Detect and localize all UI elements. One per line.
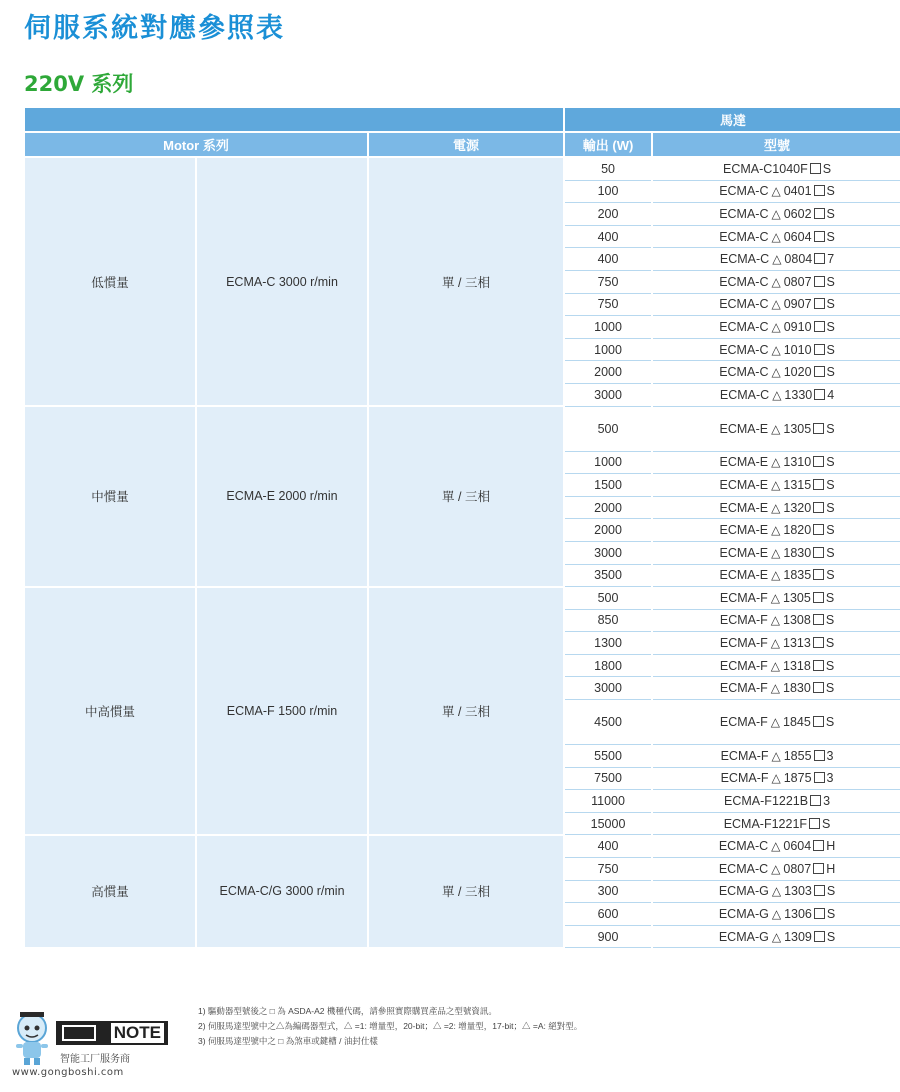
triangle-icon: △ — [771, 319, 781, 334]
model-cell — [652, 383, 900, 406]
square-icon — [814, 366, 825, 377]
model-cell — [652, 248, 900, 271]
model-suffix: 4 — [827, 387, 835, 402]
output-cell: 50 — [564, 157, 652, 180]
model-prefix: ECMA-G — [718, 929, 769, 944]
model-prefix: ECMA-G — [718, 884, 769, 899]
model-prefix: ECMA-F — [719, 590, 768, 605]
output-cell: 1800 — [564, 654, 652, 677]
model-cell — [652, 180, 900, 203]
model-code: 1830 — [783, 681, 811, 696]
table-row — [24, 835, 900, 858]
output-cell: 15000 — [564, 812, 652, 835]
model-code: 1310 — [783, 455, 812, 470]
triangle-icon: △ — [770, 636, 781, 651]
model-code: 1820 — [783, 523, 812, 538]
model-suffix: S — [822, 161, 832, 176]
output-cell: 500 — [564, 406, 652, 451]
model-suffix: S — [826, 274, 835, 289]
model-suffix: 3 — [823, 794, 831, 809]
model-suffix: S — [826, 884, 836, 899]
model-cell — [652, 564, 900, 587]
model-prefix: ECMA-E — [719, 568, 769, 583]
model-suffix: S — [826, 365, 835, 380]
model-code: 1845 — [783, 715, 811, 730]
model-prefix: ECMA-C — [718, 861, 769, 876]
triangle-icon: △ — [771, 342, 781, 357]
model-suffix: 3 — [826, 771, 834, 786]
model-code: 1835 — [783, 568, 812, 583]
triangle-icon: △ — [771, 365, 781, 380]
model-prefix: ECMA-E — [719, 523, 769, 538]
model-code: 0602 — [783, 206, 812, 221]
triangle-icon: △ — [771, 477, 781, 492]
square-icon — [810, 795, 821, 806]
model-suffix: S — [822, 816, 831, 831]
inertia-cell: 低慣量 — [24, 157, 196, 406]
output-cell: 3000 — [564, 677, 652, 700]
square-icon — [814, 208, 825, 219]
output-cell: 750 — [564, 270, 652, 293]
model-suffix: S — [826, 455, 835, 470]
square-icon — [814, 908, 825, 919]
square-icon — [814, 298, 825, 309]
model-code: 1315 — [783, 477, 812, 492]
output-cell: 100 — [564, 180, 652, 203]
model-prefix: ECMA-C — [719, 319, 769, 334]
table-row — [24, 406, 900, 451]
square-icon — [813, 524, 824, 535]
output-cell: 600 — [564, 903, 652, 926]
model-cell — [652, 225, 900, 248]
output-cell: 3000 — [564, 541, 652, 564]
model-prefix: ECMA-F1221F — [723, 816, 808, 831]
model-suffix: S — [826, 929, 836, 944]
triangle-icon: △ — [770, 658, 781, 673]
square-icon — [814, 231, 825, 242]
model-suffix: H — [826, 839, 836, 854]
output-cell: 5500 — [564, 745, 652, 768]
table-row — [24, 587, 900, 610]
model-cell — [652, 903, 900, 926]
triangle-icon: △ — [770, 590, 781, 605]
model-code: 1875 — [783, 771, 812, 786]
power-cell: 單 / 三相 — [368, 406, 564, 587]
model-suffix: H — [826, 861, 836, 876]
output-cell: 900 — [564, 925, 652, 948]
model-suffix: S — [826, 477, 835, 492]
square-icon — [813, 502, 824, 513]
watermark-text: 智能工厂服务商 — [60, 1054, 130, 1065]
square-icon — [813, 716, 824, 727]
triangle-icon: △ — [771, 523, 781, 538]
triangle-icon: △ — [771, 455, 781, 470]
model-code: 1306 — [784, 907, 812, 922]
model-prefix: ECMA-E — [719, 545, 769, 560]
output-cell: 200 — [564, 203, 652, 226]
square-icon — [813, 479, 824, 490]
square-icon — [813, 592, 824, 603]
square-icon — [814, 185, 825, 196]
series-cell: ECMA-F 1500 r/min — [196, 587, 368, 835]
model-prefix: ECMA-C — [719, 229, 769, 244]
note-icon — [62, 1025, 96, 1041]
note-badge — [56, 1021, 168, 1045]
square-icon — [810, 163, 821, 174]
square-icon — [813, 840, 824, 851]
model-code: 1830 — [783, 545, 812, 560]
square-icon — [813, 637, 824, 648]
header-output: 輸出 (W) — [564, 132, 652, 157]
header-model: 型號 — [652, 132, 900, 157]
model-cell — [652, 293, 900, 316]
model-suffix: S — [825, 681, 835, 696]
triangle-icon: △ — [771, 500, 781, 515]
model-cell — [652, 880, 900, 903]
header-power: 電源 — [368, 132, 564, 157]
model-cell — [652, 925, 900, 948]
model-cell — [652, 270, 900, 293]
inertia-cell: 中慣量 — [24, 406, 196, 587]
square-icon — [814, 344, 825, 355]
table-row — [24, 157, 900, 180]
model-cell — [652, 790, 900, 813]
output-cell: 11000 — [564, 790, 652, 813]
model-cell — [652, 677, 900, 700]
triangle-icon: △ — [771, 748, 781, 763]
model-code: 1020 — [783, 365, 812, 380]
model-code: 1309 — [784, 929, 812, 944]
model-prefix: ECMA-F — [719, 613, 768, 628]
square-icon — [809, 818, 820, 829]
triangle-icon: △ — [771, 297, 781, 312]
model-suffix: S — [826, 907, 836, 922]
servo-reference-table — [23, 106, 900, 949]
model-prefix: ECMA-E — [719, 455, 769, 470]
model-code: 1318 — [783, 658, 811, 673]
model-prefix: ECMA-C — [718, 839, 769, 854]
square-icon — [814, 276, 825, 287]
square-icon — [813, 614, 824, 625]
model-suffix: S — [825, 613, 835, 628]
model-prefix: ECMA-E — [719, 500, 769, 515]
triangle-icon: △ — [772, 387, 782, 402]
model-code: 1303 — [784, 884, 812, 899]
series-cell: ECMA-C/G 3000 r/min — [196, 835, 368, 948]
model-prefix: ECMA-F — [719, 715, 768, 730]
output-cell: 4500 — [564, 700, 652, 745]
model-code: 1855 — [783, 748, 812, 763]
model-code: 0604 — [783, 229, 812, 244]
square-icon — [814, 750, 825, 761]
model-suffix: S — [826, 206, 835, 221]
model-code: 0807 — [783, 861, 812, 876]
model-cell — [652, 745, 900, 768]
model-prefix: ECMA-C — [719, 206, 769, 221]
model-prefix: ECMA-C — [719, 297, 769, 312]
model-suffix: S — [825, 658, 835, 673]
power-cell: 單 / 三相 — [368, 157, 564, 406]
model-code: 1330 — [784, 387, 813, 402]
note-3: 3) 伺服馬達型號中之 □ 為煞車或鍵槽 / 油封仕樣 — [198, 1036, 378, 1046]
model-code: 1010 — [783, 342, 812, 357]
triangle-icon: △ — [770, 681, 781, 696]
output-cell: 7500 — [564, 767, 652, 790]
triangle-icon: △ — [771, 884, 782, 899]
model-suffix: S — [826, 421, 835, 436]
output-cell: 850 — [564, 609, 652, 632]
triangle-icon: △ — [771, 929, 782, 944]
model-cell — [652, 835, 900, 858]
output-cell: 1300 — [564, 632, 652, 655]
model-suffix: S — [826, 545, 835, 560]
model-suffix: S — [826, 523, 835, 538]
square-icon — [814, 931, 825, 942]
model-code: 1308 — [783, 613, 811, 628]
triangle-icon: △ — [771, 545, 781, 560]
model-cell — [652, 496, 900, 519]
square-icon — [813, 423, 824, 434]
model-suffix: S — [825, 715, 835, 730]
square-icon — [814, 253, 825, 264]
triangle-icon: △ — [771, 206, 781, 221]
triangle-icon: △ — [770, 715, 781, 730]
triangle-icon: △ — [771, 839, 781, 854]
model-code: 0910 — [783, 319, 812, 334]
model-cell — [652, 858, 900, 881]
series-title: 220V 系列 — [24, 72, 134, 96]
model-suffix: S — [826, 229, 835, 244]
triangle-icon: △ — [772, 252, 782, 267]
model-cell — [652, 587, 900, 610]
triangle-icon: △ — [771, 568, 781, 583]
model-prefix: ECMA-E — [719, 421, 769, 436]
header-motor: 馬達 — [564, 107, 900, 132]
output-cell: 300 — [564, 880, 652, 903]
output-cell: 2000 — [564, 361, 652, 384]
output-cell: 3500 — [564, 564, 652, 587]
model-prefix: ECMA-C — [719, 365, 769, 380]
square-icon — [814, 389, 825, 400]
output-cell: 2000 — [564, 519, 652, 542]
model-cell — [652, 203, 900, 226]
model-cell — [652, 541, 900, 564]
header-series: Motor 系列 — [24, 132, 368, 157]
output-cell: 500 — [564, 587, 652, 610]
watermark-url: www.gongboshi.com — [12, 1067, 124, 1078]
square-icon — [813, 547, 824, 558]
model-suffix: S — [826, 568, 835, 583]
triangle-icon: △ — [771, 229, 781, 244]
square-icon — [814, 321, 825, 332]
model-prefix: ECMA-F — [720, 771, 769, 786]
model-cell — [652, 316, 900, 339]
model-cell — [652, 361, 900, 384]
model-code: 0401 — [783, 184, 812, 199]
header-blank — [24, 107, 564, 132]
square-icon — [814, 772, 825, 783]
model-cell — [652, 338, 900, 361]
model-suffix: S — [826, 500, 835, 515]
model-cell — [652, 700, 900, 745]
triangle-icon: △ — [771, 771, 781, 786]
model-prefix: ECMA-C1040F — [722, 161, 808, 176]
square-icon — [814, 885, 825, 896]
triangle-icon: △ — [771, 907, 782, 922]
square-icon — [813, 569, 824, 580]
square-icon — [813, 456, 824, 467]
power-cell: 單 / 三相 — [368, 587, 564, 835]
series-cell: ECMA-C 3000 r/min — [196, 157, 368, 406]
page-title: 伺服系統對應參照表 — [24, 13, 285, 44]
power-cell: 單 / 三相 — [368, 835, 564, 948]
output-cell: 400 — [564, 225, 652, 248]
model-cell — [652, 609, 900, 632]
model-code: 1305 — [783, 590, 811, 605]
model-code: 1313 — [783, 636, 811, 651]
model-prefix: ECMA-G — [718, 907, 769, 922]
triangle-icon: △ — [771, 184, 781, 199]
model-cell — [652, 632, 900, 655]
output-cell: 1000 — [564, 451, 652, 474]
model-cell — [652, 451, 900, 474]
output-cell: 400 — [564, 835, 652, 858]
model-prefix: ECMA-C — [719, 342, 769, 357]
model-code: 1320 — [783, 500, 812, 515]
model-prefix: ECMA-F1221B — [724, 794, 809, 809]
model-cell — [652, 812, 900, 835]
model-suffix: S — [826, 184, 835, 199]
model-prefix: ECMA-C — [719, 252, 770, 267]
model-cell — [652, 767, 900, 790]
triangle-icon: △ — [771, 861, 781, 876]
notes — [198, 1004, 582, 1049]
output-cell: 400 — [564, 248, 652, 271]
model-prefix: ECMA-F — [719, 681, 768, 696]
model-suffix: S — [826, 342, 835, 357]
model-cell — [652, 474, 900, 497]
output-cell: 1000 — [564, 316, 652, 339]
model-suffix: S — [825, 590, 835, 605]
output-cell: 1000 — [564, 338, 652, 361]
model-prefix: ECMA-E — [719, 477, 769, 492]
output-cell: 750 — [564, 293, 652, 316]
table-body — [24, 157, 900, 948]
output-cell: 1500 — [564, 474, 652, 497]
model-code: 0604 — [783, 839, 812, 854]
note-2: 2) 伺服馬達型號中之△為編碼器型式，△ =1: 增量型，20-bit；△ =2: 增量型，17-bit；△ =A: 絕對型。 — [198, 1021, 583, 1031]
inertia-cell: 中高慣量 — [24, 587, 196, 835]
triangle-icon: △ — [770, 613, 781, 628]
model-code: 0907 — [783, 297, 812, 312]
inertia-cell: 高慣量 — [24, 835, 196, 948]
output-cell: 2000 — [564, 496, 652, 519]
series-cell: ECMA-E 2000 r/min — [196, 406, 368, 587]
model-suffix: S — [825, 636, 835, 651]
model-prefix: ECMA-C — [719, 387, 770, 402]
model-cell — [652, 654, 900, 677]
model-code: 1305 — [783, 421, 812, 436]
model-prefix: ECMA-C — [719, 184, 769, 199]
output-cell: 3000 — [564, 383, 652, 406]
model-suffix: 7 — [827, 252, 835, 267]
triangle-icon: △ — [771, 274, 781, 289]
model-code: 0807 — [783, 274, 812, 289]
model-cell — [652, 519, 900, 542]
model-suffix: S — [826, 319, 835, 334]
model-suffix: S — [826, 297, 835, 312]
model-prefix: ECMA-F — [719, 658, 768, 673]
square-icon — [813, 863, 824, 874]
mascot-logo — [10, 1010, 54, 1066]
model-prefix: ECMA-F — [720, 748, 769, 763]
model-code: 0804 — [784, 252, 813, 267]
square-icon — [813, 682, 824, 693]
triangle-icon: △ — [771, 421, 781, 436]
model-cell — [652, 157, 900, 180]
note-1: 1) 驅動器型號後之 □ 為 ASDA-A2 機種代碼，請參照實際購買產品之型號資訊。 — [198, 1006, 497, 1016]
model-prefix: ECMA-F — [719, 636, 768, 651]
model-suffix: 3 — [826, 748, 834, 763]
note-label: NOTE — [111, 1023, 164, 1043]
model-cell — [652, 406, 900, 451]
square-icon — [813, 660, 824, 671]
model-prefix: ECMA-C — [719, 274, 769, 289]
output-cell: 750 — [564, 858, 652, 881]
